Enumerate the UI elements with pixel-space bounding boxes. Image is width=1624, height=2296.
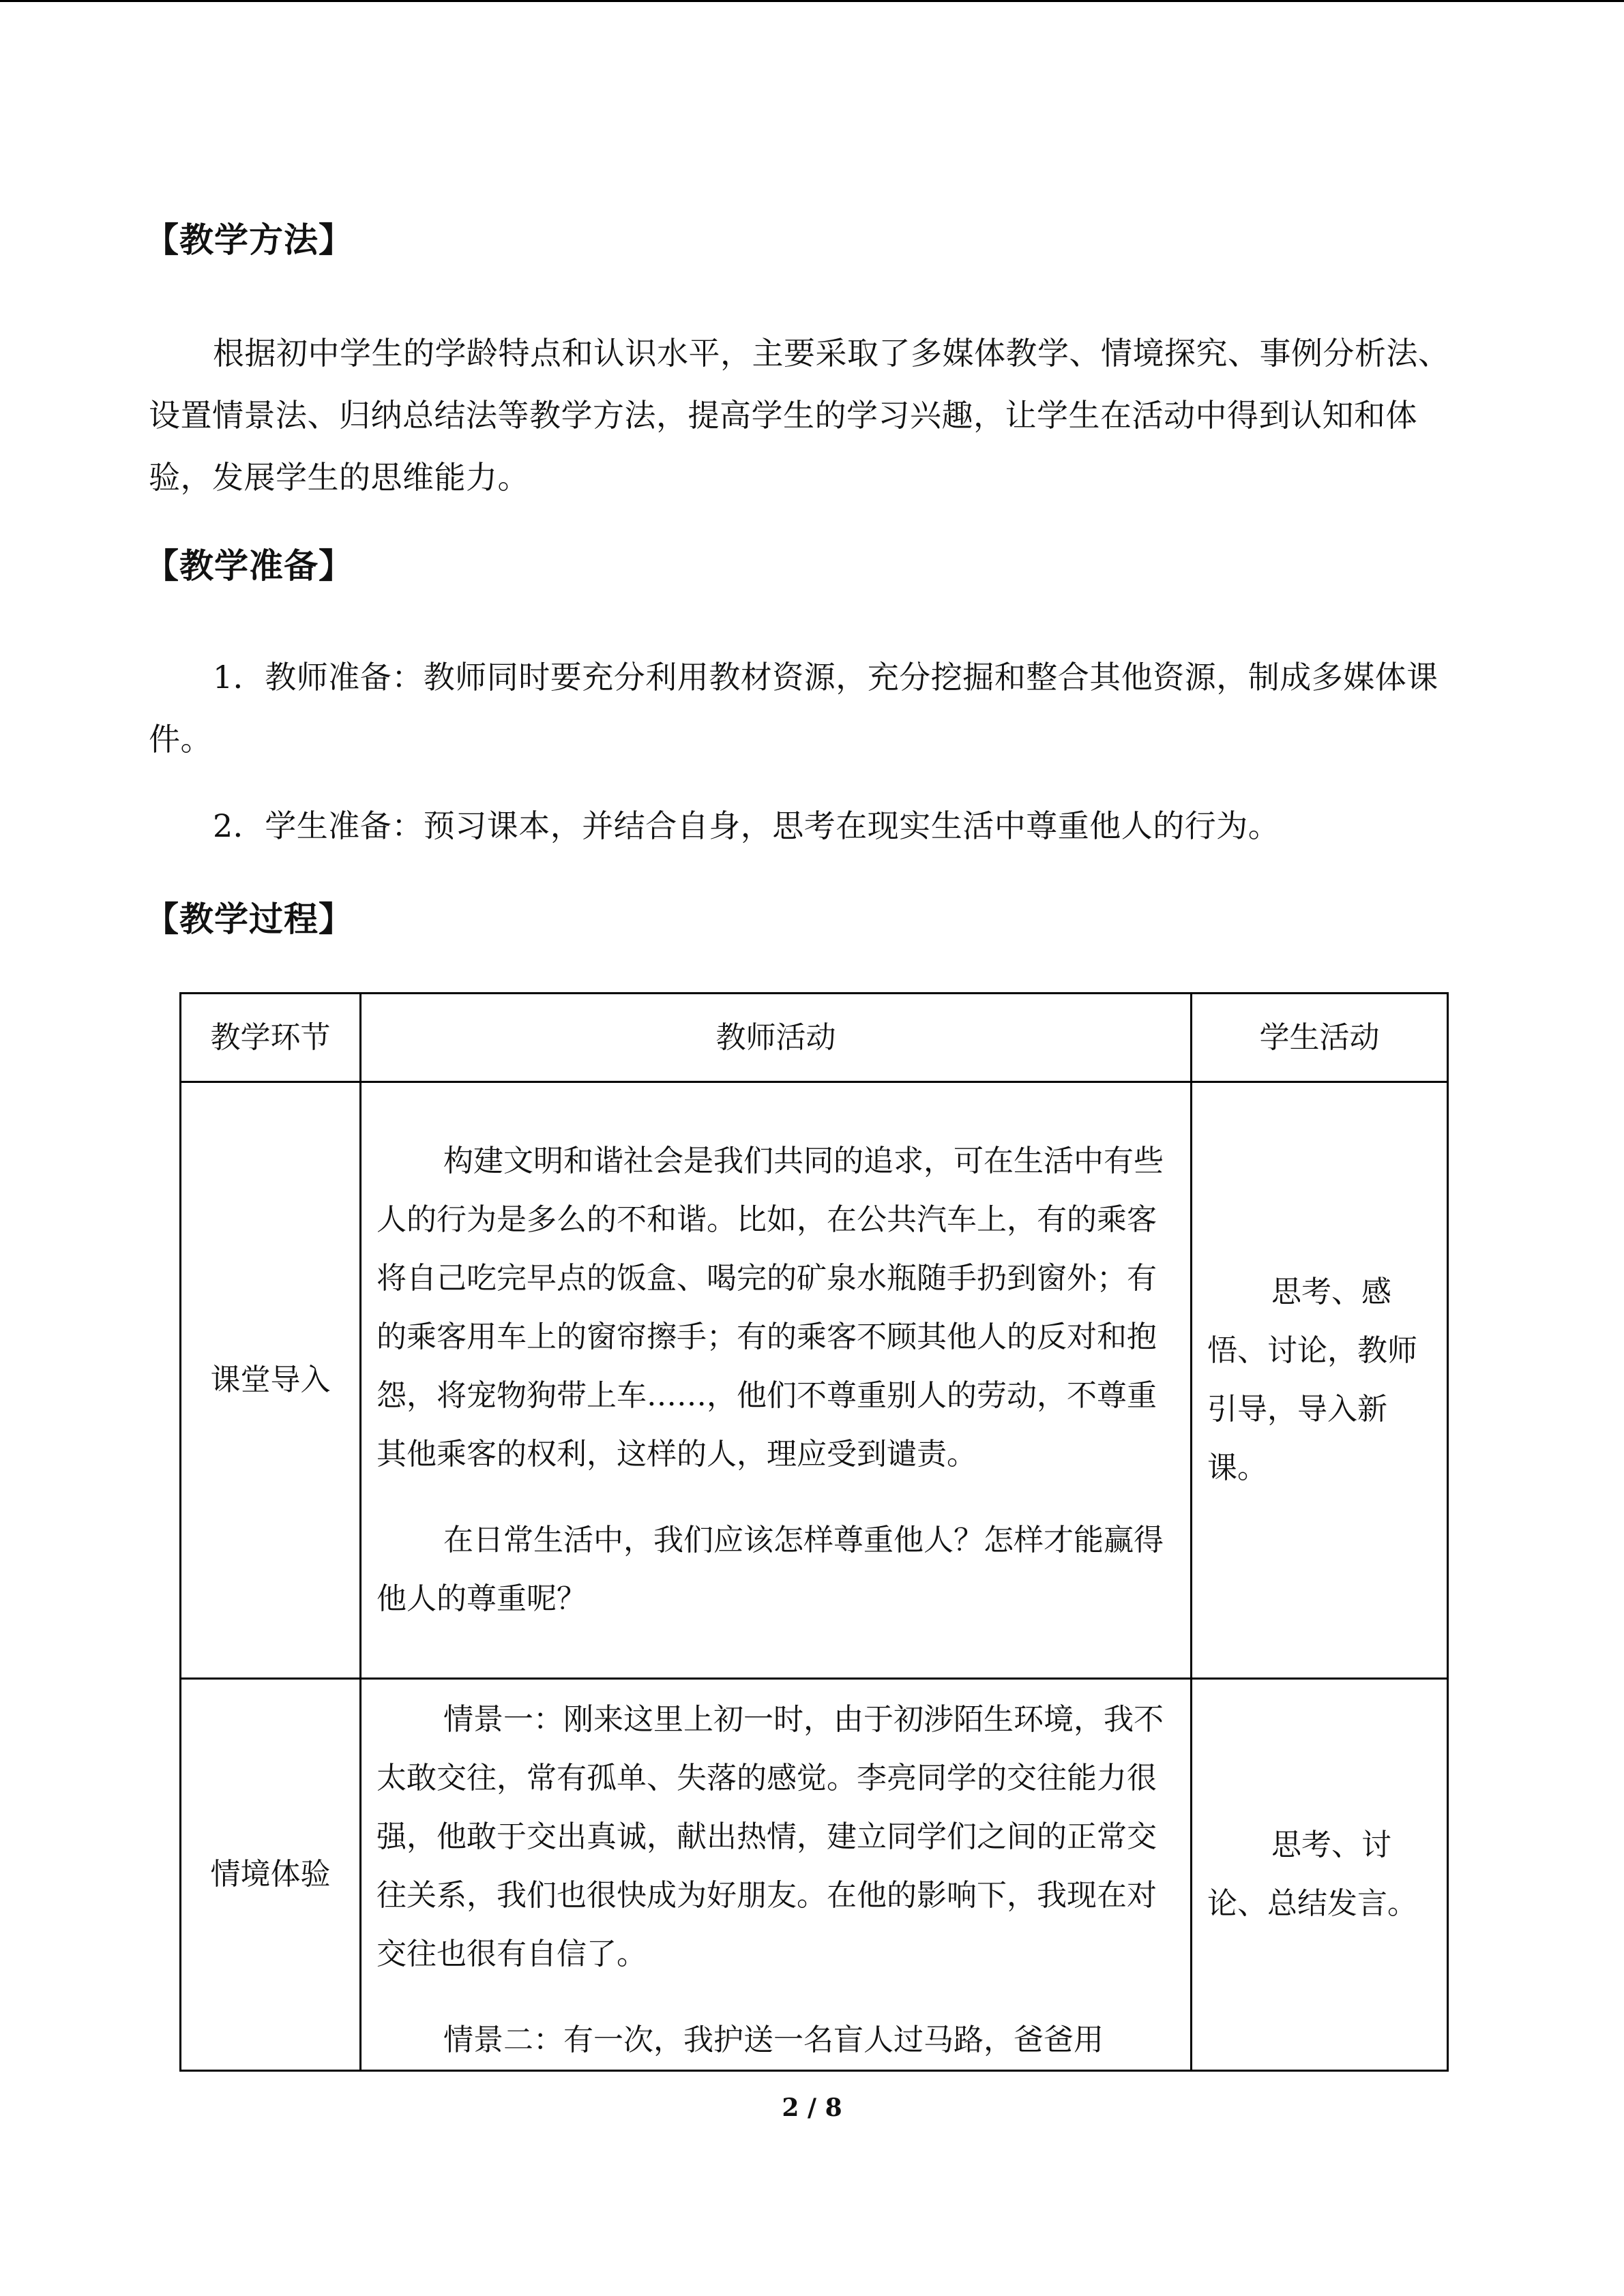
top-border-line bbox=[0, 0, 1624, 2]
header-teacher-activity: 教师活动 bbox=[361, 994, 1192, 1082]
preparation-item-teacher: 1．教师准备：教师同时要充分利用教材资源，充分挖掘和整合其他资源，制成多媒体课件。 bbox=[149, 659, 1438, 758]
preparation-item-student: 2．学生准备：预习课本，并结合自身，思考在现实生活中尊重他人的行为。 bbox=[213, 807, 1280, 844]
teacher-paragraph: 在日常生活中，我们应该怎样尊重他人？怎样才能赢得他人的尊重呢？ bbox=[377, 1523, 1164, 1616]
student-activity-cell bbox=[1192, 1679, 1448, 2071]
section-heading-method: 【教学方法】 bbox=[145, 220, 353, 260]
section-heading-process: 【教学过程】 bbox=[145, 899, 353, 939]
page-number: 2 / 8 bbox=[782, 2093, 842, 2122]
stage-cell: 情境体验 bbox=[181, 1679, 361, 2071]
table-header-row bbox=[181, 994, 1448, 1082]
teacher-paragraph: 构建文明和谐社会是我们共同的追求，可在生活中有些人的行为是多么的不和谐。比如，在公共汽车上，有的乘客将自己吃完早点的饭盒、喝完的矿泉水瓶随手扔到窗外；有的乘客用车上的窗帘擦手；有的乘客不顾其他人的反对和抱怨，将宠物狗带上车……，他们不尊重别人的劳动，不尊重其他乘客的权利，这样的人，理应受到谴责。 bbox=[377, 1144, 1164, 1472]
student-activity-cell bbox=[1192, 1082, 1448, 1679]
table-row bbox=[181, 1679, 1448, 2071]
section-heading-preparation: 【教学准备】 bbox=[145, 546, 353, 586]
stage-cell: 课堂导入 bbox=[181, 1082, 361, 1679]
table-row bbox=[181, 1082, 1448, 1679]
student-activity-text: 思考、讨论、总结发言。 bbox=[1207, 1828, 1417, 1921]
method-paragraph: 根据初中学生的学龄特点和认识水平，主要采取了多媒体教学、情境探究、事例分析法、设置情景法、归纳总结法等教学方法，提高学生的学习兴趣，让学生在活动中得到认知和体验，发展学生的思维能力。 bbox=[149, 335, 1450, 496]
teacher-activity-cell bbox=[361, 1679, 1192, 2071]
teacher-paragraph: 情景二：有一次，我护送一名盲人过马路，爸爸用 bbox=[443, 2023, 1104, 2057]
teacher-paragraph: 情景一：刚来这里上初一时，由于初涉陌生环境，我不太敢交往，常有孤单、失落的感觉。李亮同学的交往能力很强，他敢于交出真诚，献出热情，建立同学们之间的正常交往关系，我们也很快成为好朋友。在他的影响下，我现在对交往也很有自信了。 bbox=[377, 1702, 1164, 1971]
student-activity-text: 思考、感悟、讨论，教师引导，导入新课。 bbox=[1207, 1274, 1417, 1485]
header-stage: 教学环节 bbox=[181, 994, 361, 1082]
header-student-activity: 学生活动 bbox=[1192, 994, 1448, 1082]
teacher-activity-cell bbox=[361, 1082, 1192, 1679]
teaching-process-table bbox=[179, 992, 1449, 2072]
